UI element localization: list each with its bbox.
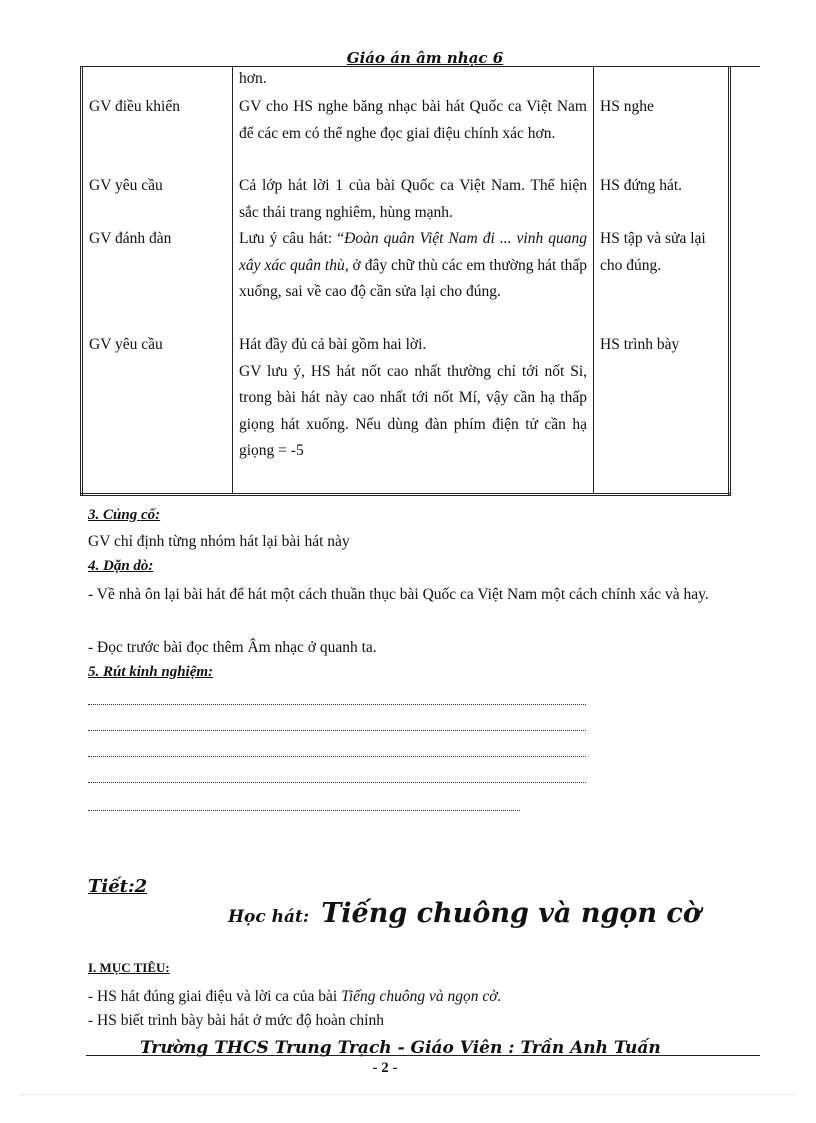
section-3-text: GV chỉ định từng nhóm hát lại bài hát này [88, 533, 350, 550]
period-label: Tiết:2 [88, 876, 148, 897]
notes-dotted-line [88, 810, 520, 811]
song-heading [228, 898, 701, 929]
actor-cell: GV yêu cầu [82, 173, 233, 226]
table-row [82, 226, 730, 332]
activity-cell: GV cho HS nghe băng nhạc bài hát Quốc ca Việt Nam để các em có thể nghe đọc giai điệu chính xác hơn. [233, 94, 594, 173]
student-cell: HS nghe [594, 94, 730, 173]
notes-dotted-line [88, 756, 586, 757]
song-reference: Tiếng chuông và ngọn cờ. [341, 988, 502, 1005]
section-3-heading: 3. Củng cố: [88, 507, 161, 523]
objective-text: - HS hát đúng giai điệu và lời ca của bài [88, 988, 342, 1005]
section-5-heading: 5. Rút kinh nghiệm: [88, 664, 214, 680]
page-number: - 2 - [372, 1060, 398, 1076]
table-row [82, 94, 730, 173]
objective-heading: I. MỤC TIÊU: [88, 960, 170, 975]
actor-cell: GV điều khiển [82, 94, 233, 173]
lesson-activity-table [80, 66, 731, 496]
table-row [82, 332, 730, 494]
notes-dotted-line [88, 730, 586, 731]
activity-cell [233, 332, 594, 494]
objective-item [88, 984, 501, 1010]
page-header-title: Giáo án âm nhạc 6 [346, 49, 504, 67]
notes-dotted-line [88, 704, 586, 705]
activity-text: ở đây chữ thù các em thường hát thấp xuống, sai về cao độ cần sửa lại cho đúng. [239, 256, 588, 300]
section-4-line-1: - Về nhà ôn lại bài hát để hát một cách thuần thục bài Quốc ca Việt Nam một cách chính xác và hay. [88, 586, 709, 603]
student-cell: HS tập và sửa lại cho đúng. [594, 226, 730, 332]
song-title: Tiếng chuông và ngọn cờ [321, 898, 701, 929]
section-4-line-2: - Đọc trước bài đọc thêm Âm nhạc ở quanh ta. [88, 639, 377, 656]
activity-cell: hơn. [233, 66, 594, 94]
section-4-heading: 4. Dặn dò: [88, 558, 154, 574]
footer-school: Trường THCS Trung Trạch - Giáo Viên : Trần Anh Tuấn [140, 1038, 661, 1058]
activity-text: Lưu ý câu hát: “ [239, 230, 345, 247]
notes-dotted-line [88, 782, 586, 783]
student-cell: HS đứng hát. [594, 173, 730, 226]
song-quote: Đoàn quân Việt Nam đi ... vinh quang xây xác quân thù, [239, 230, 587, 274]
objective-item: - HS biết trình bày bài hát ở mức độ hoàn chỉnh [88, 1012, 384, 1029]
student-cell: HS trình bày [594, 332, 730, 494]
activity-cell [233, 226, 594, 332]
activity-text: GV lưu ý, HS hát nốt cao nhất thường chỉ tới nốt Si, trong bài hát này cao nhất tới nốt Mí, vậy cần hạ thấp giọng hát xuống. Nếu dùng đàn phím điện tử cần hạ giọng = -5 [239, 362, 587, 459]
actor-cell: GV đánh đàn [82, 226, 233, 332]
student-cell [594, 66, 730, 94]
activity-cell: Cả lớp hát lời 1 của bài Quốc ca Việt Nam. Thể hiện sắc thái trang nghiêm, hùng mạnh. [233, 173, 594, 226]
page-bottom-border [20, 1094, 796, 1095]
actor-cell: GV yêu cầu [82, 332, 233, 494]
table-row [82, 66, 730, 94]
song-label: Học hát: [228, 907, 310, 927]
table-row [82, 173, 730, 226]
actor-cell [82, 66, 233, 94]
footer-rule [86, 1055, 760, 1056]
activity-text: Hát đầy đủ cả bài gồm hai lời. [239, 336, 427, 353]
